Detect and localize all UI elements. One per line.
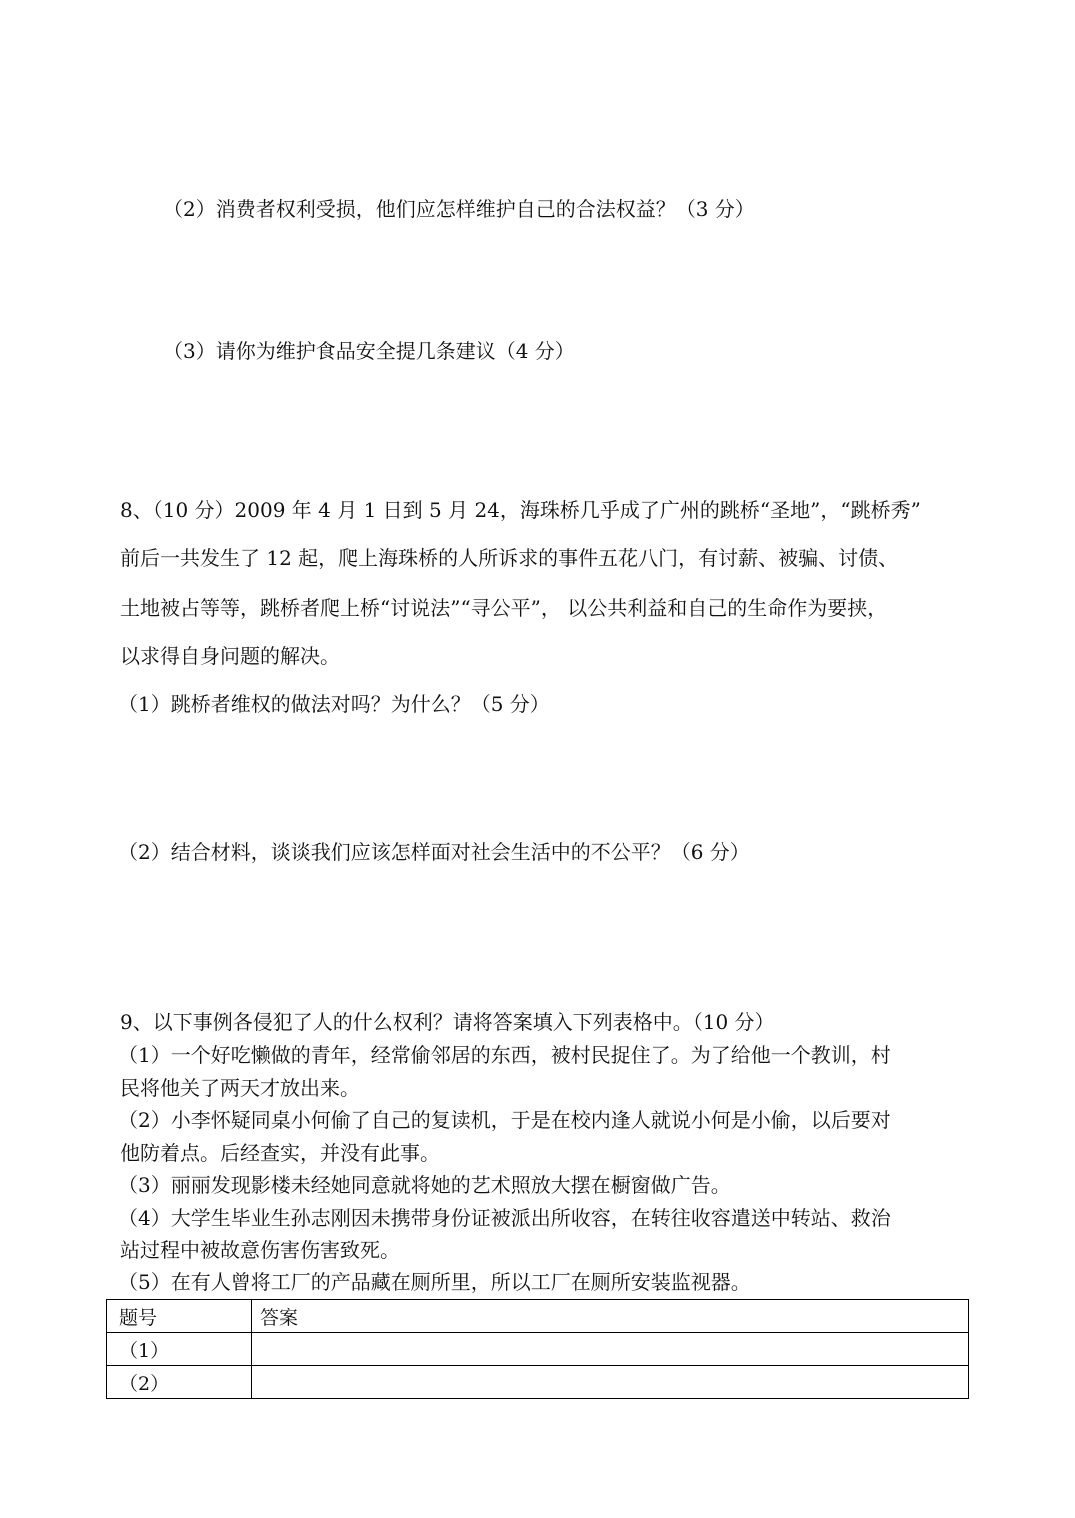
answer-cell[interactable] — [252, 1366, 969, 1399]
q8-text-line: 以求得自身问题的解决。 — [120, 644, 340, 668]
table-header-row — [107, 1300, 969, 1333]
q8-sub2: （2）结合材料，谈谈我们应该怎样面对社会生活中的不公平？（6 分） — [118, 840, 750, 864]
row-number: （2） — [107, 1366, 252, 1399]
q7-sub3: （3）请你为维护食品安全提几条建议（4 分） — [163, 339, 575, 363]
q9-text-line: 民将他关了两天才放出来。 — [120, 1076, 360, 1100]
header-number: 题号 — [107, 1300, 252, 1333]
q9-text-line: 他防着点。后经查实，并没有此事。 — [120, 1141, 440, 1165]
q9-text-line: （5）在有人曾将工厂的产品藏在厕所里，所以工厂在厕所安装监视器。 — [118, 1270, 751, 1294]
q9-text-line: （3）丽丽发现影楼未经她同意就将她的艺术照放大摆在橱窗做广告。 — [118, 1173, 731, 1197]
q8-sub1: （1）跳桥者维权的做法对吗？为什么？（5 分） — [118, 692, 550, 716]
q9-text-line: 9、以下事例各侵犯了人的什么权利？请将答案填入下列表格中。（10 分） — [120, 1010, 775, 1034]
q9-text-line: （1）一个好吃懒做的青年，经常偷邻居的东西，被村民捉住了。为了给他一个教训，村 — [118, 1043, 891, 1067]
q8-text-line: 前后一共发生了 12 起，爬上海珠桥的人所诉求的事件五花八门，有讨薪、被骗、讨债、 — [120, 546, 899, 570]
answer-cell[interactable] — [252, 1333, 969, 1366]
q8-text-line: 土地被占等等，跳桥者爬上桥“讨说法”“寻公平”， 以公共利益和自己的生命作为要挟， — [120, 596, 888, 620]
q9-text-line: （2）小李怀疑同桌小何偷了自己的复读机，于是在校内逢人就说小何是小偷，以后要对 — [118, 1108, 891, 1132]
q9-text-line: （4）大学生毕业生孙志刚因未携带身份证被派出所收容，在转往收容遣送中转站、救治 — [118, 1206, 891, 1230]
header-answer: 答案 — [252, 1300, 969, 1333]
table-row — [107, 1333, 969, 1366]
table-row — [107, 1366, 969, 1399]
row-number: （1） — [107, 1333, 252, 1366]
q7-sub2: （2）消费者权利受损，他们应怎样维护自己的合法权益？（3 分） — [163, 197, 755, 221]
q8-text-line: 8、（10 分）2009 年 4 月 1 日到 5 月 24，海珠桥几乎成了广州的跳桥“圣地”，“跳桥秀” — [120, 498, 921, 522]
answer-table — [106, 1299, 969, 1399]
q9-text-line: 站过程中被故意伤害伤害致死。 — [120, 1238, 400, 1262]
